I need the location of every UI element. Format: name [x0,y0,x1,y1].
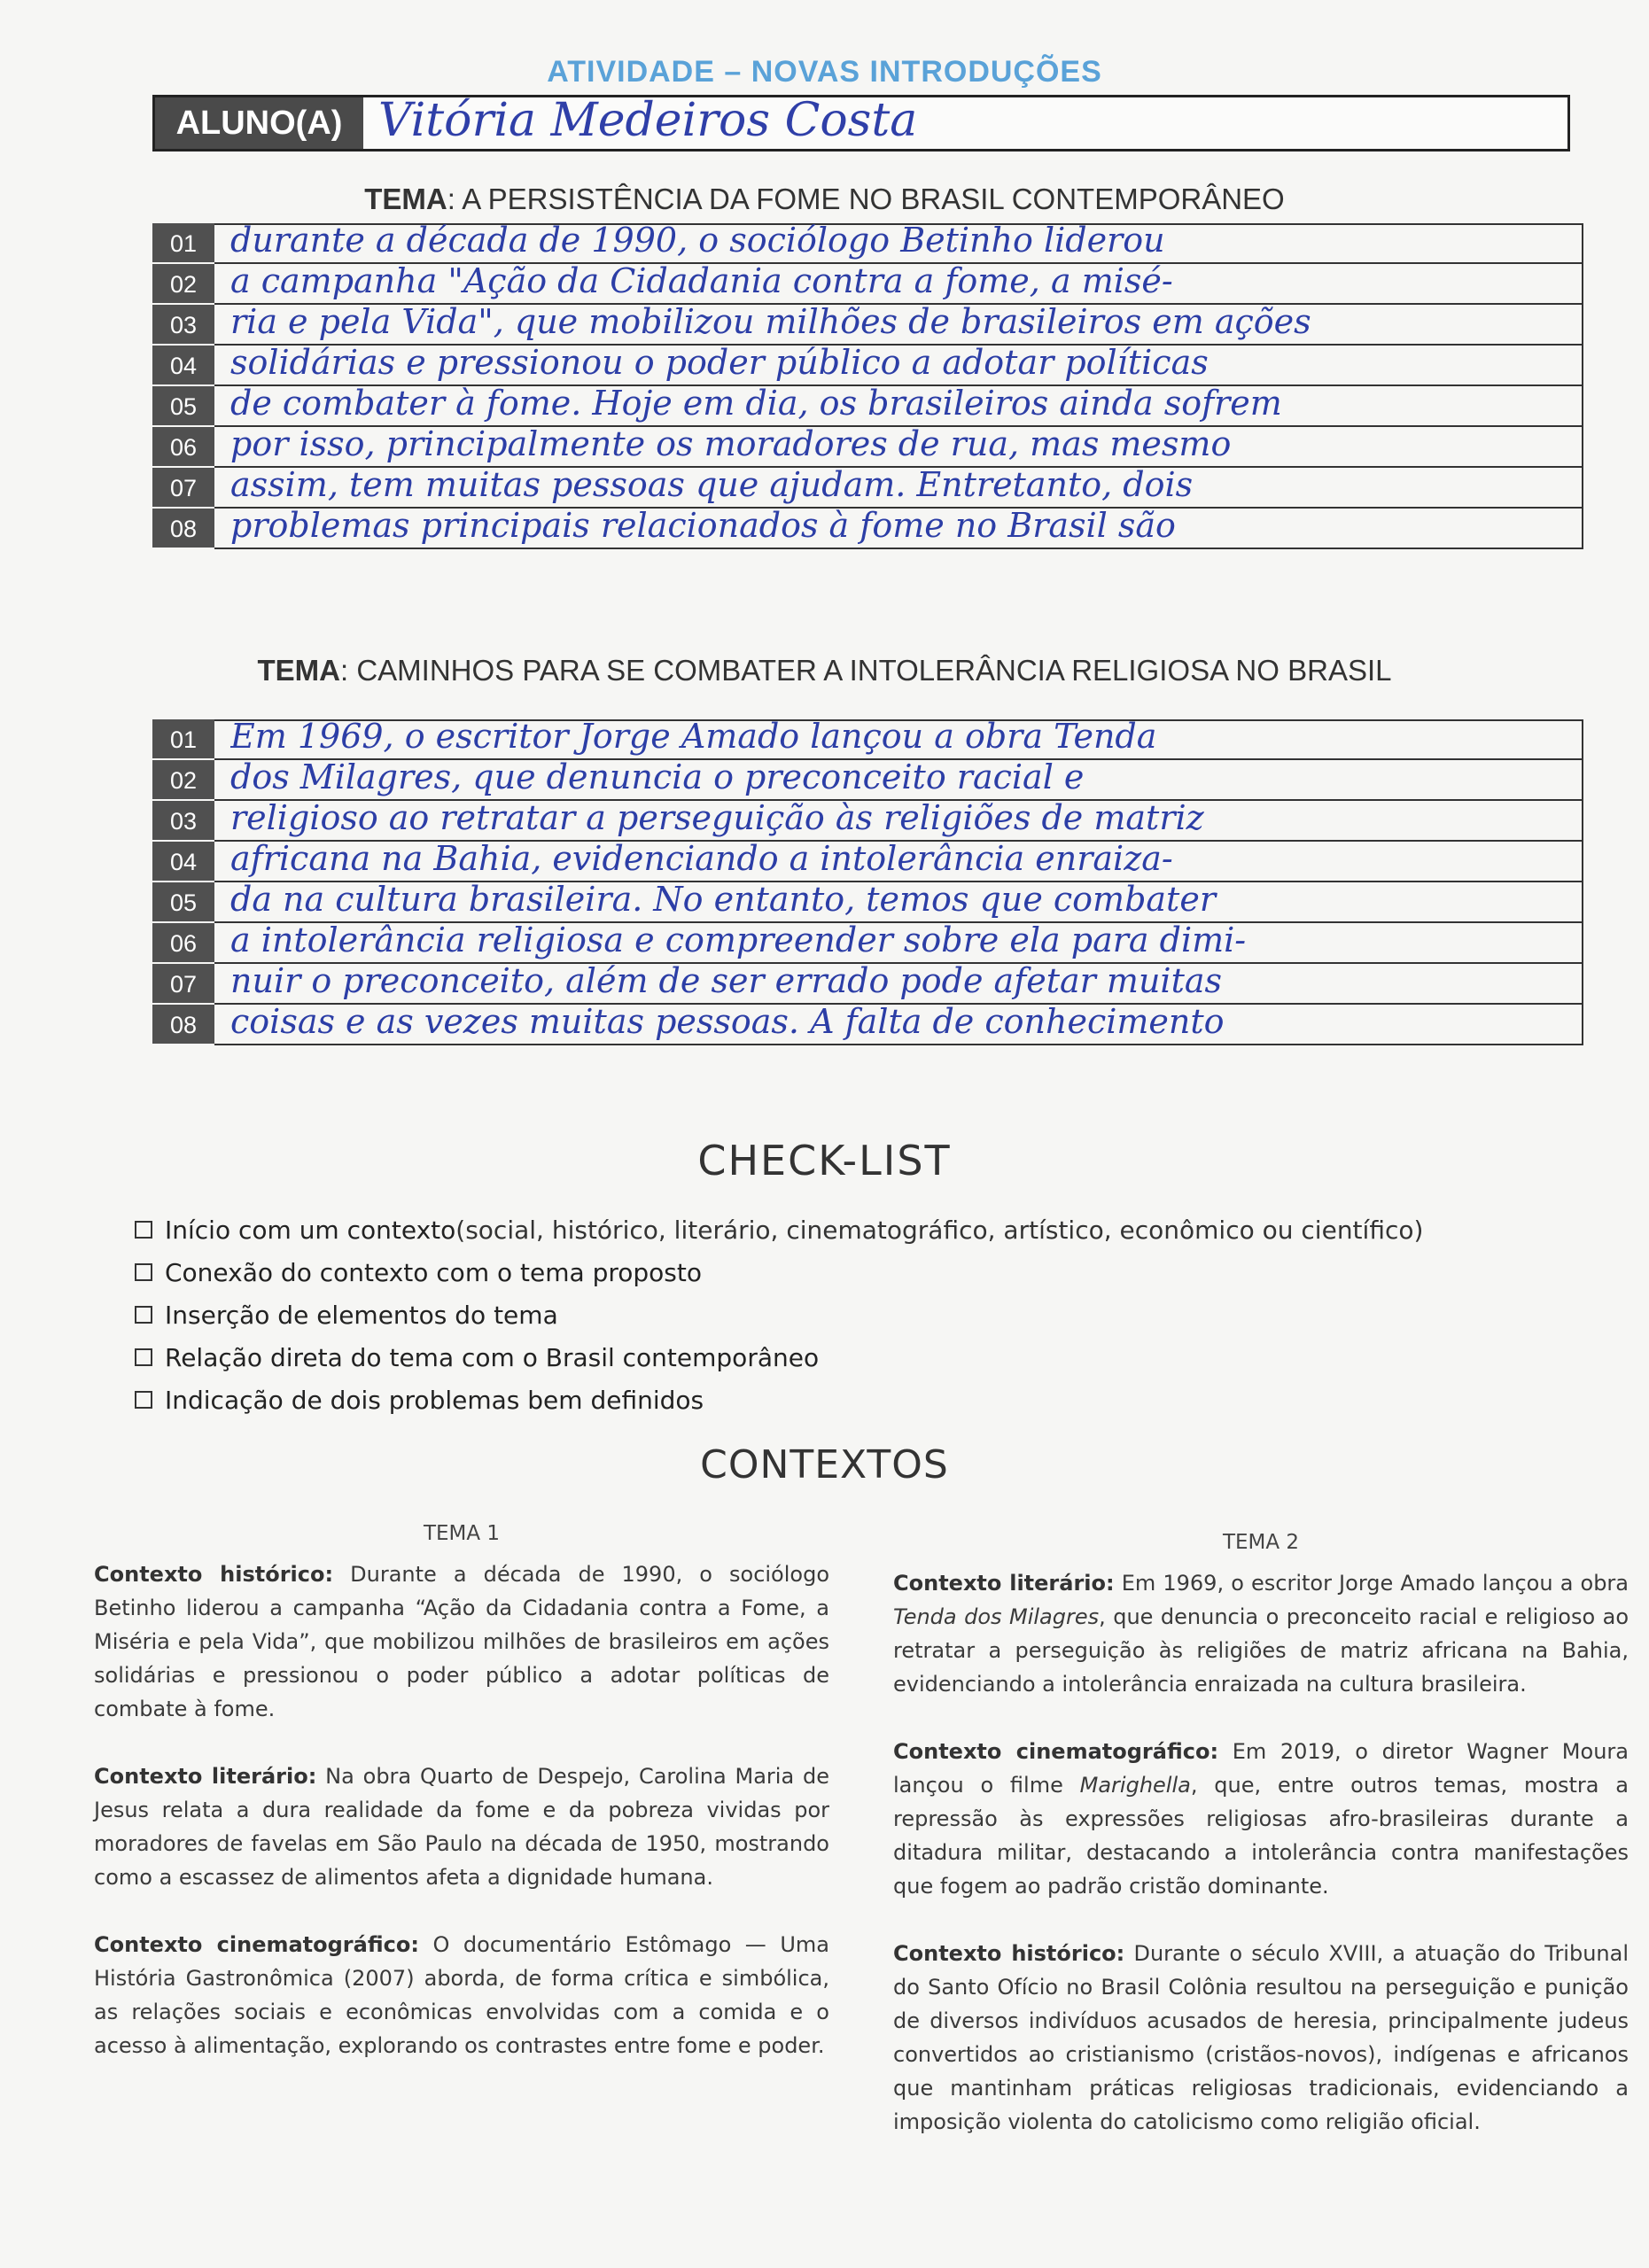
tema2-writing-block [152,719,1583,1045]
handwritten-text: assim, tem muitas pessoas que ajudam. Entretanto, dois [230,465,1194,504]
checklist-item-label: Inserção de elementos do tema [165,1300,558,1330]
context-text: Em 2019, o diretor Wagner Moura lançou o filme [893,1739,1629,1798]
handwritten-text: religioso ao retratar a perseguição às religiões de matriz [230,798,1204,837]
line-number: 04 [152,346,214,386]
tema1-writing-block [152,223,1583,549]
tema1-title-text: : A PERSISTÊNCIA DA FOME NO BRASIL CONTEMPORÂNEO [447,183,1285,215]
checklist [135,1208,1423,1421]
tema1-title [0,183,1649,216]
line-number: 03 [152,305,214,346]
line-number: 03 [152,801,214,842]
checklist-item [135,1336,1423,1379]
handwritten-text: da na cultura brasileira. No entanto, temos que combater [230,880,1216,919]
context-text: Na obra Quarto de Despejo, Carolina Maria de Jesus relata a dura realidade da fome e da pobreza vividas por moradores de favelas em São Paulo na década de 1950, mostrando como a escassez de alimentos afeta a dignidade humana. [94,1764,829,1890]
tema2-contexts-column [893,1526,1629,2172]
tema1-prefix: TEMA [364,183,447,215]
handwritten-text: coisas e as vezes muitas pessoas. A falta de conhecimento [230,1002,1225,1041]
context-text: Em 1969, o escritor Jorge Amado lançou a obra [1114,1571,1629,1596]
work-title: Tenda dos Milagres [893,1604,1100,1629]
line-number: 05 [152,882,214,923]
line-number: 05 [152,386,214,427]
context-label: Contexto cinematográfico: [893,1739,1219,1764]
line-number: 07 [152,964,214,1005]
checklist-item-label: Relação direta do tema com o Brasil contemporâneo [165,1342,820,1372]
handwritten-text: durante a década de 1990, o sociólogo Betinho liderou [230,221,1165,260]
context-paragraph [94,1557,829,1726]
tema2-title [0,654,1649,687]
contextos-title: CONTEXTOS [700,1442,949,1487]
checklist-item-detail: (social, histórico, literário, cinematográfico, artístico, econômico ou científico) [455,1215,1424,1245]
handwritten-text: africana na Bahia, evidenciando a intolerância enraiza- [230,839,1173,878]
context-paragraph [94,1928,829,2062]
handwritten-text: Em 1969, o escritor Jorge Amado lançou a obra Tenda [230,717,1157,756]
context-label: Contexto cinematográfico: [94,1932,419,1957]
context-text-rest: , que denuncia o preconceito racial e religioso ao retratar a perseguição às religiões de matriz africana na Bahia, evidenciando a intolerância enraizada na cultura brasileira. [893,1604,1630,1697]
checkbox[interactable] [135,1263,152,1281]
tema1-line [152,506,1583,549]
checklist-item [135,1208,1423,1251]
student-name-box [152,95,1570,151]
line-number: 07 [152,468,214,509]
handwritten-text: a intolerância religiosa e compreender sobre ela para dimi- [230,920,1247,959]
handwritten-text: problemas principais relacionados à fome no Brasil são [230,506,1176,545]
line-number: 01 [152,719,214,760]
checkbox[interactable] [135,1348,152,1366]
checklist-item [135,1251,1423,1293]
context-text-rest: , que, entre outros temas, mostra a repressão às expressões religiosas afro-brasileiras durante a ditadura militar, destacando a intolerância contra manifestações que fogem ao padrão cristão dominante. [893,1773,1629,1899]
line-number: 02 [152,760,214,801]
checklist-item-label: Conexão do contexto com o tema proposto [165,1257,702,1287]
tema2-heading: TEMA 2 [1222,1531,1300,1554]
handwritten-text: dos Milagres, que denuncia o preconceito racial e [230,757,1085,796]
line-number: 06 [152,923,214,964]
context-paragraph [94,1759,829,1894]
tema2-title-text: : CAMINHOS PARA SE COMBATER A INTOLERÂNCIA RELIGIOSA NO BRASIL [340,654,1392,687]
context-text: Durante a década de 1990, o sociólogo Betinho liderou a campanha “Ação da Cidadania contra a Fome, a Miséria e pela Vida”, que mobilizou milhões de brasileiros em ações solidárias e pressionou o poder público a adotar políticas de combate à fome. [94,1562,830,1721]
context-label: Contexto histórico: [893,1941,1125,1966]
handwritten-text: de combater à fome. Hoje em dia, os brasileiros ainda sofrem [230,384,1282,423]
context-text: O documentário Estômago — Uma História Gastronômica (2007) aborda, de forma crítica e simbólica, as relações sociais e econômicas envolvidas com a comida e o acesso à alimentação, explorando os contrastes entre fome e poder. [94,1932,830,2058]
activity-title: ATIVIDADE – NOVAS INTRODUÇÕES [547,55,1102,89]
tema2-prefix: TEMA [257,654,340,687]
line-number: 06 [152,427,214,468]
context-label: Contexto histórico: [94,1562,334,1587]
checkbox[interactable] [135,1391,152,1409]
handwritten-text: nuir o preconceito, além de ser errado pode afetar muitas [230,961,1222,1000]
checklist-item-label: Início com um contexto [165,1215,456,1245]
student-name: Vitória Medeiros Costa [378,94,918,147]
checkbox[interactable] [135,1306,152,1324]
context-text: Durante o século XVIII, a atuação do Tribunal do Santo Ofício no Brasil Colônia resultou na perseguição e punição de diversos indivíduos acusados de heresia, principalmente judeus convertidos ao cristianismo (cristãos-novos), indígenas e africanos que mantinham práticas religiosas tradicionais, evidenciando a imposição violenta do catolicismo como religião oficial. [893,1941,1630,2134]
tema1-contexts-column [94,1517,829,2096]
work-title: Marighella [1079,1773,1191,1798]
context-label: Contexto literário: [893,1571,1115,1596]
context-label: Contexto literário: [94,1764,317,1789]
handwritten-text: a campanha "Ação da Cidadania contra a fome, a misé- [230,261,1173,300]
context-paragraph [893,1566,1629,1701]
context-paragraph [893,1735,1629,1903]
context-paragraph [893,1937,1629,2139]
checklist-title: CHECK-LIST [697,1137,952,1184]
handwritten-text: ria e pela Vida", que mobilizou milhões de brasileiros em ações [230,302,1311,341]
checklist-item [135,1293,1423,1336]
student-label: ALUNO(A) [155,97,363,149]
checklist-item-label: Indicação de dois problemas bem definidos [165,1385,704,1415]
tema1-heading: TEMA 1 [423,1522,501,1545]
line-number: 01 [152,223,214,264]
handwritten-text: solidárias e pressionou o poder público a adotar políticas [230,343,1209,382]
line-number: 04 [152,842,214,882]
line-number: 08 [152,1005,214,1045]
tema2-line [152,1002,1583,1045]
line-number: 08 [152,509,214,549]
line-number: 02 [152,264,214,305]
checklist-item [135,1379,1423,1421]
handwritten-text: por isso, principalmente os moradores de rua, mas mesmo [230,424,1232,463]
checkbox[interactable] [135,1221,152,1239]
